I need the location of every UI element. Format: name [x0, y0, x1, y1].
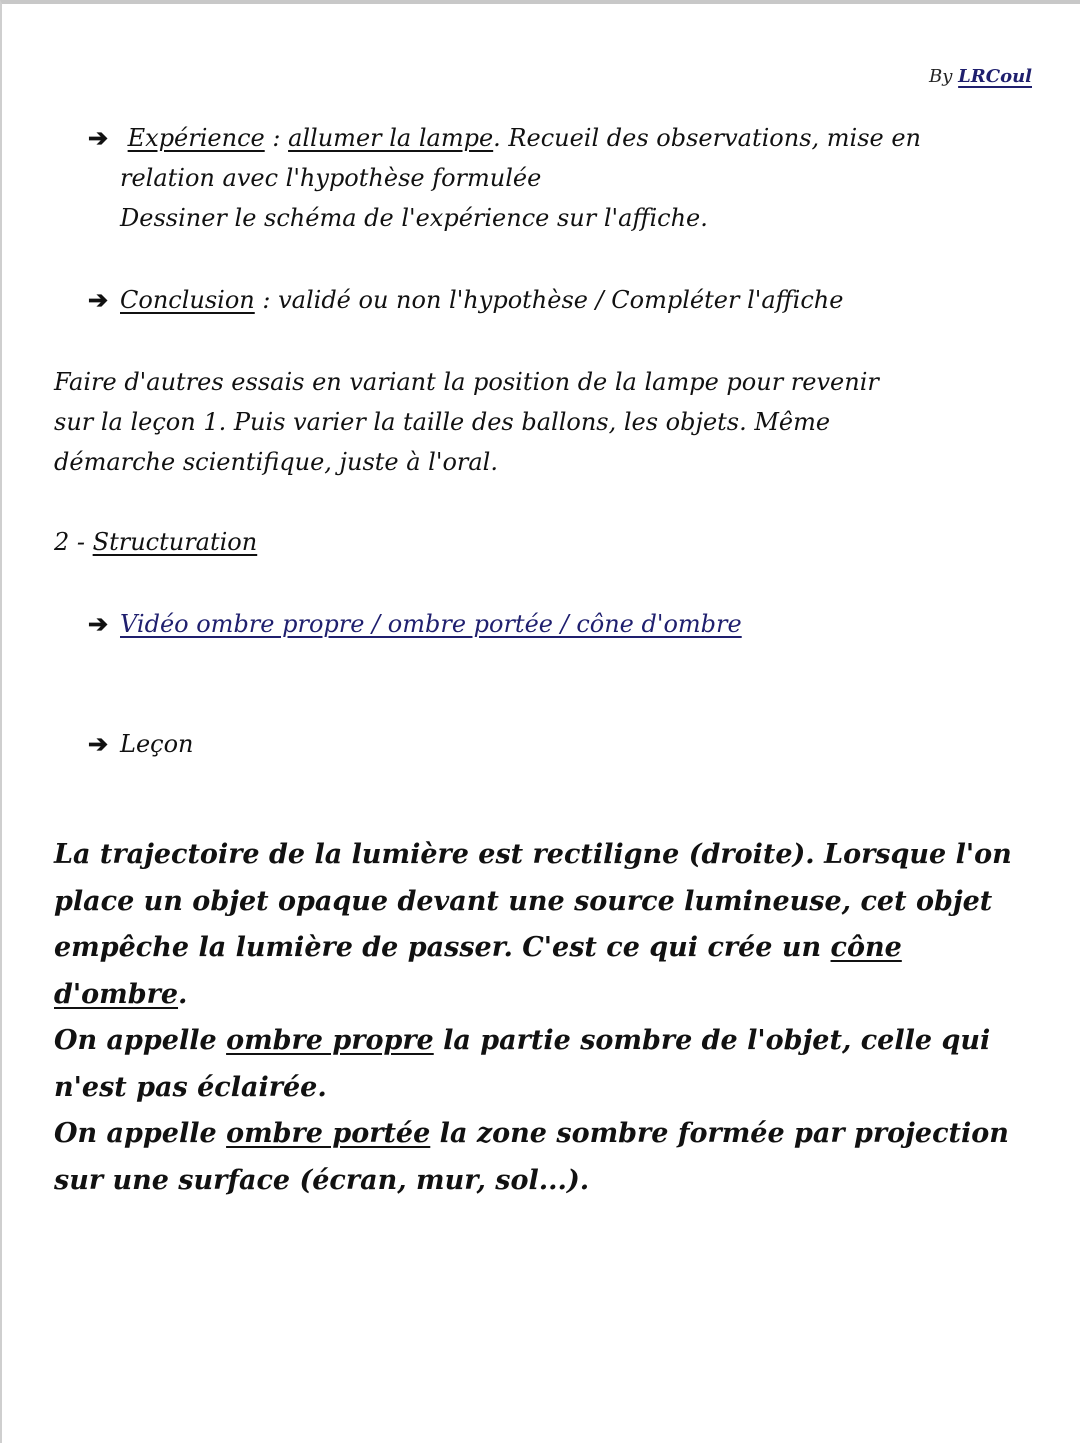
lesson-line-part: On appelle [54, 1025, 227, 1056]
arrow-right-icon: ➔ [88, 123, 109, 152]
experience-sep: : [264, 124, 289, 152]
lecon-item [120, 724, 1030, 764]
lesson-text [54, 832, 1032, 1204]
conclusion-text: : validé ou non l'hypothèse / Compléter l'affiche [254, 286, 844, 314]
lesson-line-part: empêche la lumière de passer. C'est ce qui crée un [54, 932, 831, 963]
other-trials-line: Faire d'autres essais en variant la position de la lampe pour revenir [54, 368, 879, 396]
experience-line3: Dessiner le schéma de l'expérience sur l'affiche. [120, 204, 708, 232]
term-cone: cône [830, 932, 902, 963]
lesson-line: place un objet opaque devant une source lumineuse, cet objet [54, 885, 993, 917]
experience-item [120, 118, 1030, 238]
lecon-label: Leçon [120, 730, 194, 758]
lesson-line-part: la zone sombre formée par projection [430, 1118, 1009, 1149]
other-trials-line: démarche scientifique, juste à l'oral. [54, 448, 498, 476]
lesson-line-part: On appelle [54, 1118, 227, 1149]
section-title: Structuration [92, 528, 258, 556]
video-item [120, 604, 1030, 644]
video-link[interactable]: Vidéo ombre propre / ombre portée / cône d'ombre [120, 610, 742, 638]
author-prefix: By [928, 66, 953, 87]
arrow-right-icon: ➔ [88, 609, 109, 638]
arrow-right-icon: ➔ [88, 285, 109, 314]
other-trials-line: sur la leçon 1. Puis varier la taille des ballons, les objets. Même [54, 408, 831, 436]
conclusion-item [120, 280, 1030, 320]
arrow-right-icon: ➔ [88, 729, 109, 758]
lesson-line-part: . [178, 978, 188, 1010]
term-ombre: d'ombre [54, 978, 179, 1010]
section-heading [54, 522, 1030, 562]
experience-label: Expérience [127, 124, 265, 152]
conclusion-label: Conclusion [120, 286, 255, 314]
lesson-line: sur une surface (écran, mur, sol...). [54, 1164, 590, 1196]
term-ombre-portee: ombre portée [226, 1118, 431, 1149]
section-number: 2 - [54, 528, 93, 556]
other-trials-paragraph [54, 362, 1030, 482]
lesson-line: La trajectoire de la lumière est rectiligne (droite). Lorsque l'on [54, 839, 1012, 870]
experience-line2: relation avec l'hypothèse formulée [120, 164, 542, 192]
term-ombre-propre: ombre propre [226, 1025, 434, 1056]
lesson-line-part: la partie sombre de l'objet, celle qui [433, 1025, 991, 1056]
experience-action: allumer la lampe [288, 124, 494, 152]
author-link[interactable]: LRCoul [958, 66, 1032, 87]
author-credit [929, 66, 1032, 87]
experience-rest: . Recueil des observations, mise en [493, 124, 922, 152]
lesson-line: n'est pas éclairée. [54, 1071, 327, 1103]
